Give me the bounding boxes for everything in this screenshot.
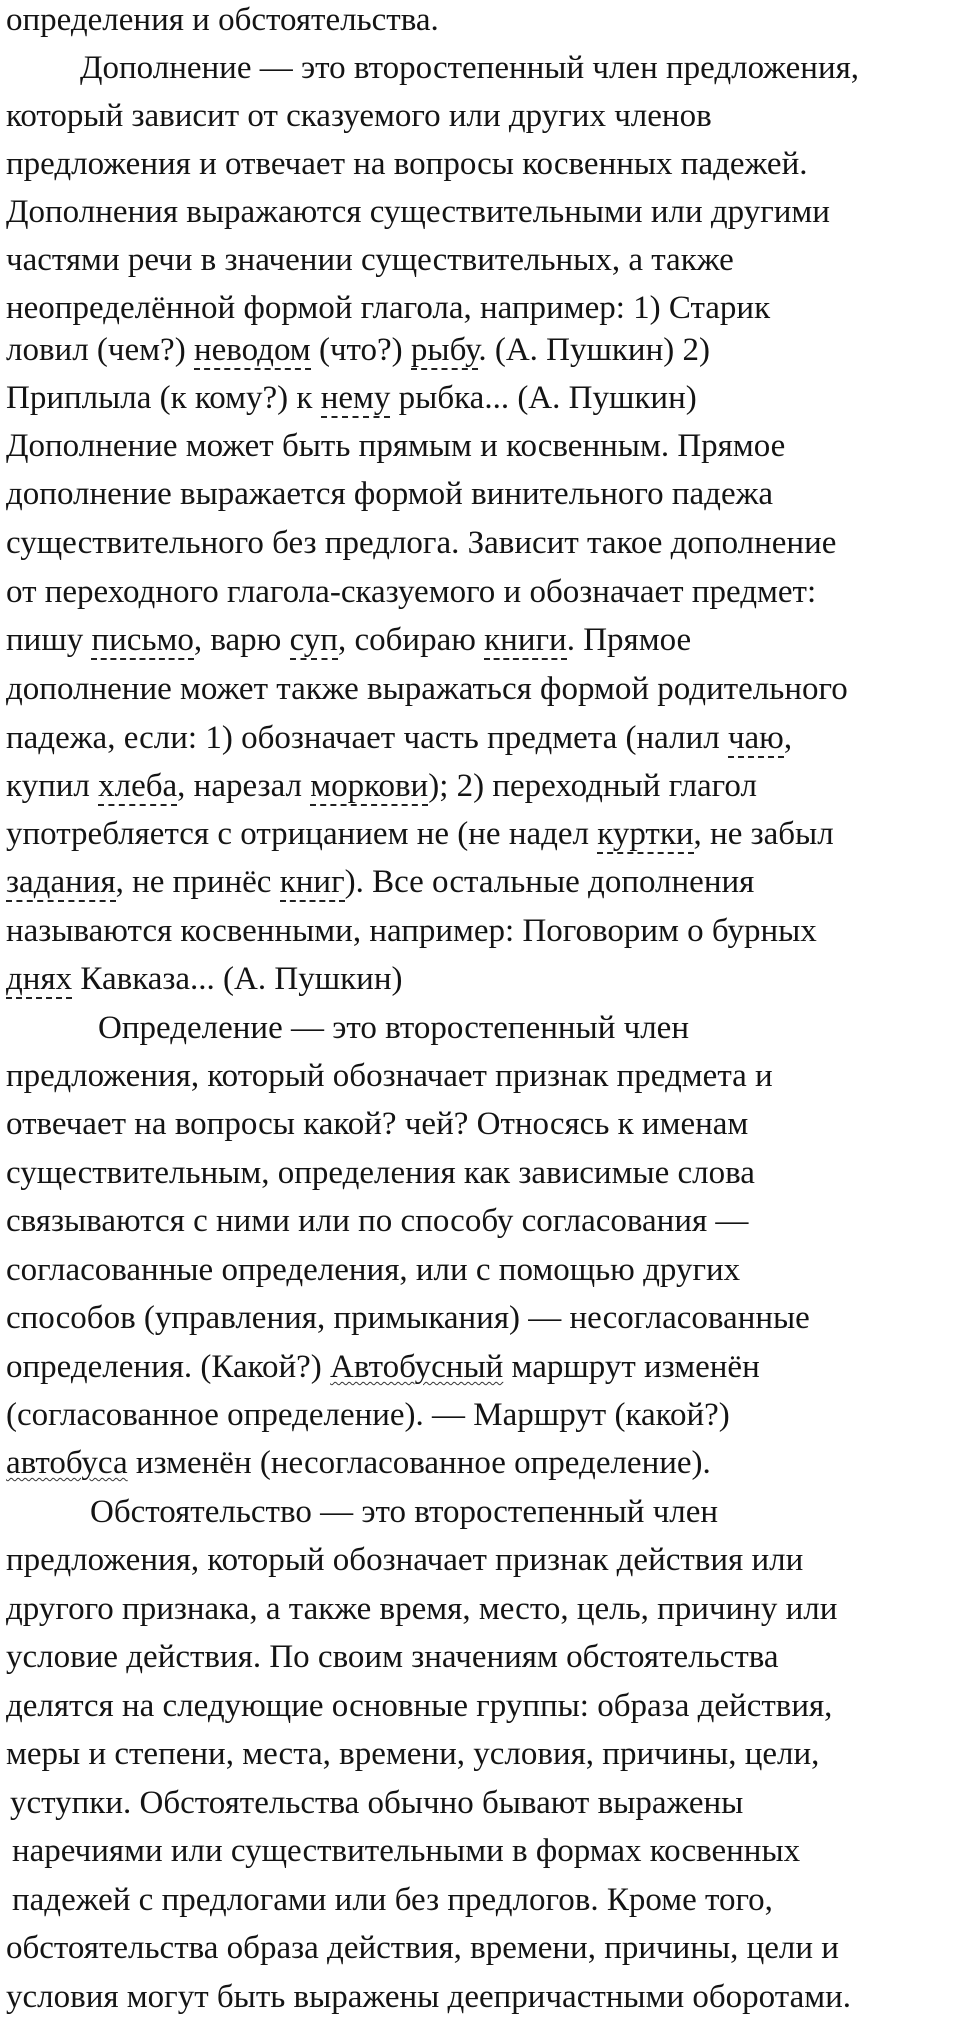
text-line: другого признака, а также время, место, цель, причину или [6, 1591, 838, 1627]
text-line: условия могут быть выражены деепричастными оборотами. [6, 1979, 852, 2015]
text-line [6, 624, 691, 657]
text-line: Определение — это второстепенный член [98, 1010, 689, 1046]
attribute-underlined-word: Автобусный [330, 1349, 504, 1385]
text-fragment: Приплыла (к кому?) к [6, 380, 321, 416]
text-fragment: употребляется с отрицанием не (не надел [6, 816, 598, 852]
text-line: Дополнения выражаются существительными или другими [6, 194, 830, 230]
text-line: падежей с предлогами или без предлогов. Кроме того, [12, 1882, 773, 1918]
text-fragment: , не принёс [115, 864, 280, 900]
text-line: условие действия. По своим значениям обстоятельства [6, 1639, 779, 1675]
text-line: предложения, который обозначает признак действия или [6, 1542, 804, 1578]
object-underlined-word: суп [289, 622, 338, 658]
object-underlined-word: куртки [597, 816, 694, 852]
text-fragment: ). Все остальные дополнения [344, 864, 755, 900]
text-line: частями речи в значении существительных, а также [6, 242, 734, 278]
text-fragment: ловил (чем?) [6, 332, 194, 368]
text-line [6, 818, 834, 851]
text-fragment: . Прямое [566, 622, 692, 658]
text-fragment: определения. (Какой?) [6, 1349, 331, 1385]
text-fragment: , нарезал [177, 768, 311, 804]
object-underlined-word: хлеба [98, 768, 178, 804]
text-line [6, 1351, 760, 1384]
text-line: называются косвенными, например: Поговорим о бурных [6, 913, 817, 949]
text-line [6, 334, 710, 367]
text-line: от переходного глагола-сказуемого и обозначает предмет: [6, 574, 817, 610]
text-fragment: пишу [6, 622, 92, 658]
text-line: дополнение может также выражаться формой родительного [6, 671, 848, 707]
text-line: существительного без предлога. Зависит такое дополнение [6, 525, 837, 561]
object-underlined-word: неводом [193, 332, 311, 368]
text-fragment: падежа, если: 1) обозначает часть предмета (налил [6, 720, 728, 756]
text-fragment: , [783, 720, 793, 756]
text-line [6, 770, 757, 803]
text-line: существительным, определения как зависимые слова [6, 1155, 755, 1191]
text-line: согласованные определения, или с помощью других [6, 1252, 741, 1288]
text-line: который зависит от сказуемого или других членов [6, 98, 712, 134]
text-line [6, 722, 792, 755]
text-fragment: рыбка... (А. Пушкин) [390, 380, 697, 416]
text-line [6, 866, 754, 899]
text-fragment: , варю [193, 622, 290, 658]
attribute-underlined-word: автобуса [6, 1445, 128, 1481]
text-line: предложения, который обозначает признак предмета и [6, 1058, 773, 1094]
object-underlined-word: моркови [310, 768, 429, 804]
text-fragment: , собираю [337, 622, 485, 658]
text-fragment: , не забыл [693, 816, 834, 852]
text-fragment: изменён (несогласованное определение). [127, 1445, 711, 1481]
object-underlined-word: нему [320, 380, 391, 416]
object-underlined-word: чаю [727, 720, 784, 756]
object-underlined-word: днях [6, 961, 73, 997]
text-line [6, 1447, 711, 1480]
text-fragment: Кавказа... (А. Пушкин) [72, 961, 403, 997]
text-line: меры и степени, места, времени, условия, причины, цели, [6, 1736, 820, 1772]
text-line: способов (управления, примыкания) — несогласованные [6, 1300, 810, 1336]
text-line: дополнение выражается формой винительного падежа [6, 476, 774, 512]
object-underlined-word: книги [484, 622, 567, 658]
text-line: делятся на следующие основные группы: образа действия, [6, 1688, 833, 1724]
text-line [6, 382, 697, 415]
text-line: наречиями или существительными в формах косвенных [12, 1833, 801, 1869]
object-underlined-word: книг [279, 864, 345, 900]
text-line: Обстоятельство — это второстепенный член [90, 1494, 719, 1530]
text-line: Дополнение может быть прямым и косвенным. Прямое [6, 428, 786, 464]
object-underlined-word: задания [6, 864, 116, 900]
text-line: уступки. Обстоятельства обычно бывают выражены [10, 1785, 744, 1821]
object-underlined-word: письмо [91, 622, 194, 658]
text-line: связываются с ними или по способу согласования — [6, 1203, 749, 1239]
object-underlined-word: рыбу [410, 332, 479, 368]
text-line: неопределённой формой глагола, например: 1) Старик [6, 290, 771, 326]
text-fragment: . (А. Пушкин) 2) [478, 332, 710, 368]
text-line: определения и обстоятельства. [6, 2, 439, 38]
text-line: Дополнение — это второстепенный член предложения, [80, 50, 860, 86]
text-fragment: ); 2) переходный глагол [428, 768, 757, 804]
text-line: (согласованное определение). — Маршрут (какой?) [6, 1397, 730, 1433]
text-line: обстоятельства образа действия, времени, причины, цели и [6, 1930, 839, 1966]
text-line: отвечает на вопросы какой? чей? Относясь к именам [6, 1106, 749, 1142]
text-line: предложения и отвечает на вопросы косвенных падежей. [6, 146, 808, 182]
text-fragment: (что?) [310, 332, 411, 368]
text-fragment: маршрут изменён [503, 1349, 760, 1385]
text-fragment: купил [6, 768, 99, 804]
text-line [6, 963, 402, 996]
